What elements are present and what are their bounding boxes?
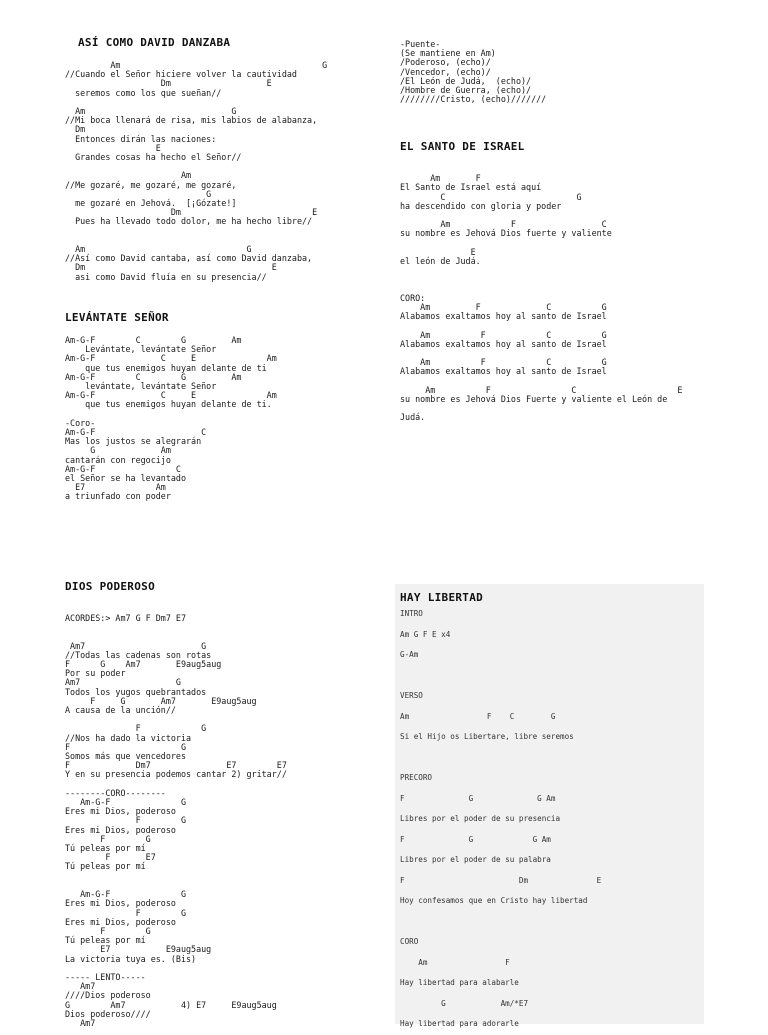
song-lyrics-el-santo-de-israel: Am F El Santo de Israel está aquí C G ha descendido con gloria y poder Am F C su nombre es Jehová Dios fuerte y valiente E el león de Judá. CORO: Am F C G Alabamos exaltamos hoy al santo de Israel Am F C G Alabamos exaltamos hoy al santo de Israel Am F C G Alabamos exaltamos hoy al santo de Israel Am F C E su nombre es Jehová Dios Fuerte y valiente el León de Judá. [400, 173, 683, 423]
song-lyrics-levantate-senor: Am-G-F C G Am Levántate, levántate Señor Am-G-F C E Am que tus enemigos huyan delante de ti Am-G-F C G Am levántate, levántate Señor Am-G-F C E Am que tus enemigos huyan delante de ti. -Coro- Am-G-F C Mas los justos se alegrarán G Am cantarán con regocijo Am-G-F C el Señor se ha levantado E7 Am a triunfado con poder [65, 335, 277, 502]
song-title-el-santo-de-israel: EL SANTO DE ISRAEL [400, 140, 525, 153]
song-title-hay-libertad: HAY LIBERTAD [400, 591, 484, 604]
song-lyrics-dios-poderoso: ACORDES:> Am7 G F Dm7 E7 Am7 G //Todas las cadenas son rotas F G Am7 E9aug5aug Por su poder Am7 G Todos los yugos quebrantados F G Am7 E9aug5aug A causa de la unción// F G //Nos ha dado la victoria F G Somos más que vencedores F Dm7 E7 E7 Y en su presencia podemos cantar 2) gritar// --------CORO-------- Am-G-F G Eres mi Dios, poderoso F G Eres mi Dios, poderoso F G Tú peleas por mí F E7 Tú peleas por mí Am-G-F G Eres mi Dios, poderoso F G Eres mi Dios, poderoso F G Tú peleas por mí E7 E9aug5aug La victoria tuya es. (Bis) ----- LENTO----- Am7 ////Dios poderoso G Am7 4) E7 E9aug5aug Dios poderoso//// Am7 [65, 613, 287, 1028]
song-title-asi-como-david: ASÍ COMO DAVID DANZABA [78, 36, 231, 49]
song-title-levantate-senor: LEVÁNTATE SEÑOR [65, 311, 169, 324]
song-title-dios-poderoso: DIOS PODEROSO [65, 580, 155, 593]
song-lyrics-puente: -Puente- (Se mantiene en Am) /Poderoso, (echo)/ /Vencedor, (echo)/ /El León de Judá, (echo)/ /Hombre de Guerra, (echo)/ ////////Cristo, (echo)/////// [400, 39, 547, 105]
song-lyrics-hay-libertad: INTRO Am G F E x4 G-Am VERSO Am F C G Si el Hijo os Libertare, libre seremos PRECORO F G G Am Libres por el poder de su presencia F G G Am Libres por el poder de su palabra F Dm E Hoy confesamos que en Cristo hay libertad CORO Am F Hay libertad para alabarle G Am/*E7 Hay libertad para adorarle [400, 609, 602, 1028]
hay-libertad-panel [395, 584, 704, 1028]
song-lyrics-asi-como-david: Am G //Cuando el Señor hiciere volver la cautividad Dm E seremos como los que sueñan// Am G //Mi boca llenará de risa, mis labios de alabanza, Dm Entonces dirán las naciones: E Grandes cosas ha hecho el Señor// Am //Me gozaré, me gozaré, me gozaré, G me gozaré en Jehová. [¡Gózate!] Dm E Pues ha llevado todo dolor, me ha hecho libre// Am G //Así como David cantaba, así como David danzaba, Dm E asi como David fluía en su presencia// [65, 60, 328, 282]
